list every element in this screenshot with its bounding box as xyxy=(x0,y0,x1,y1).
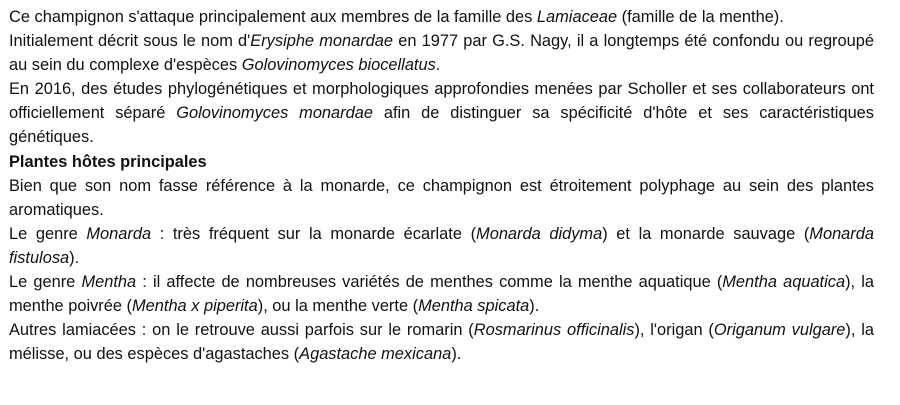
paragraph-original-description xyxy=(9,29,874,77)
italic-taxon: Mentha aquatica xyxy=(722,273,846,292)
text-run: En 2016, des études phylogénétiques et morphologiques approfondies menées par Scholler et ses collaborateurs ont officiellement séparé xyxy=(9,80,874,123)
italic-taxon: Mentha xyxy=(81,273,137,292)
text-run: ). xyxy=(529,297,540,316)
italic-taxon: Monarda didyma xyxy=(476,224,603,243)
italic-taxon: Golovinomyces biocellatus xyxy=(241,56,436,75)
paragraph-host-family xyxy=(9,5,874,29)
text-run: : très fréquent sur la monarde écarlate ( xyxy=(151,224,477,243)
paragraph-genus-mentha xyxy=(9,270,874,318)
italic-taxon: Monarda xyxy=(86,224,152,243)
italic-taxon: Golovinomyces monardae xyxy=(176,104,373,123)
text-run: afin de distinguer sa spécificité d'hôte et ses caractéristiques génétiques. xyxy=(9,104,874,147)
text-run: ). xyxy=(451,345,462,364)
section-heading xyxy=(9,150,874,174)
text-run: Le genre xyxy=(9,224,87,243)
text-run: ), la menthe poivrée ( xyxy=(9,273,874,316)
italic-taxon: Mentha x piperita xyxy=(132,297,258,316)
paragraph-other-lamiaceae xyxy=(9,318,874,366)
italic-taxon: Mentha spicata xyxy=(418,297,530,316)
text-run: ), l'origan ( xyxy=(634,321,714,340)
text-run: Autres lamiacées : on le retrouve aussi parfois sur le romarin ( xyxy=(9,321,474,340)
text-run: . xyxy=(435,56,441,75)
text-run: ). xyxy=(69,248,80,267)
text-run: : il affecte de nombreuses variétés de menthes comme la menthe aquatique ( xyxy=(136,273,723,292)
italic-taxon: Erysiphe monardae xyxy=(250,32,394,51)
text-run: Bien que son nom fasse référence à la monarde, ce champignon est étroitement polyphage au sein des plantes aromatiques. xyxy=(9,176,874,219)
text-run: ), la mélisse, ou des espèces d'agastaches ( xyxy=(9,321,875,364)
text-run: (famille de la menthe). xyxy=(617,8,784,26)
paragraph-polyphagous xyxy=(9,174,874,222)
text-run: Ce champignon s'attaque principalement aux membres de la famille des xyxy=(9,8,537,26)
text-run: Initialement décrit sous le nom d' xyxy=(9,32,251,51)
italic-taxon: Rosmarinus officinalis xyxy=(473,321,635,340)
heading-text: Plantes hôtes principales xyxy=(9,152,207,171)
italic-taxon: Monarda fistulosa xyxy=(9,224,874,267)
paragraph-genus-monarda xyxy=(9,222,874,270)
text-run: ), ou la menthe verte ( xyxy=(257,297,419,316)
paragraph-2016-separation xyxy=(9,77,874,149)
italic-taxon: Origanum vulgare xyxy=(713,321,846,340)
text-run: Le genre xyxy=(9,273,82,292)
text-run: ) et la monarde sauvage ( xyxy=(602,224,810,243)
italic-taxon: Lamiaceae xyxy=(536,8,618,26)
italic-taxon: Agastache mexicana xyxy=(299,345,452,364)
text-run: en 1977 par G.S. Nagy, il a longtemps été confondu ou regroupé au sein du complexe d'espèces xyxy=(9,32,874,75)
